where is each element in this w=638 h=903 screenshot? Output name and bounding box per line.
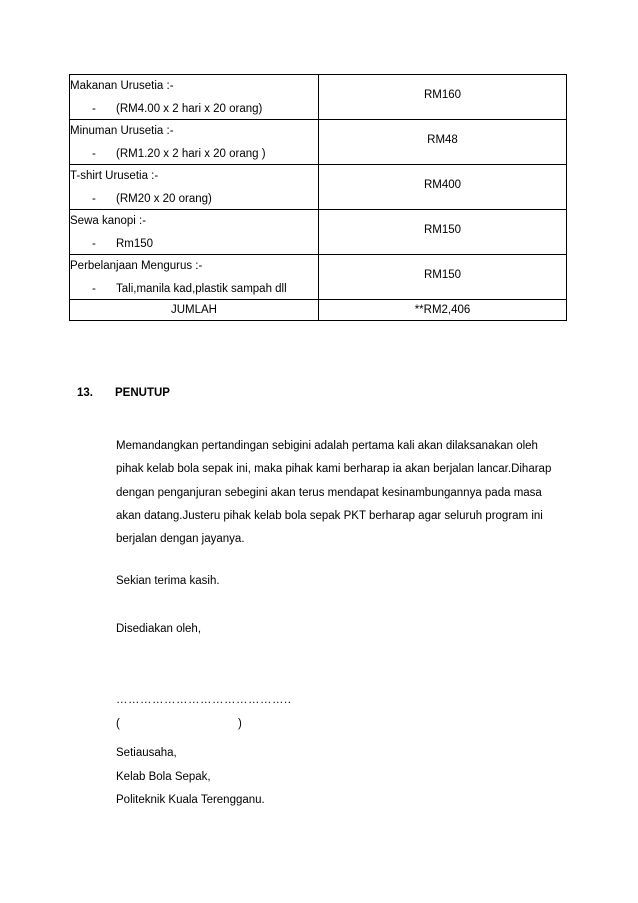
signatory-institution: Politeknik Kuala Terengganu. <box>116 794 265 806</box>
item-cell <box>70 210 319 255</box>
total-row <box>70 300 567 321</box>
signature-line: …………………………………….. <box>116 694 292 706</box>
item-detail-text: (RM1.20 x 2 hari x 20 orang ) <box>116 147 266 160</box>
closing-remark: Sekian terima kasih. <box>116 575 220 587</box>
table-row <box>70 120 567 165</box>
name-paren-close: ) <box>238 718 242 730</box>
item-title: Sewa kanopi :- <box>70 214 147 227</box>
section-title: PENUTUP <box>115 387 170 399</box>
table-row <box>70 255 567 300</box>
item-title: Perbelanjaan Mengurus :- <box>70 259 203 272</box>
closing-paragraph <box>116 435 576 551</box>
item-detail-text: (RM4.00 x 2 hari x 20 orang) <box>116 102 263 115</box>
signatory-title: Setiausaha, <box>116 747 177 759</box>
section-number: 13. <box>77 387 93 399</box>
paragraph-line: akan datang.Justeru pihak kelab bola sepak PKT berharap agar seluruh program ini <box>116 509 543 522</box>
item-dash: - <box>92 147 96 160</box>
table-row <box>70 75 567 120</box>
item-detail-text: (RM20 x 20 orang) <box>116 192 212 205</box>
item-detail-text: Tali,manila kad,plastik sampah dll <box>116 282 287 295</box>
item-title: Makanan Urusetia :- <box>70 79 174 92</box>
name-paren-open: ( <box>116 718 120 730</box>
amount-value: RM400 <box>423 179 462 191</box>
amount-cell <box>319 210 567 255</box>
amount-cell <box>319 255 567 300</box>
paragraph-line: Memandangkan pertandingan sebigini adalah pertama kali akan dilaksanakan oleh <box>116 440 538 452</box>
amount-cell <box>319 120 567 165</box>
table-row <box>70 210 567 255</box>
paragraph-line: dengan penganjuran sebegini akan terus mendapat kesinambungannya pada masa <box>116 486 542 499</box>
amount-value: RM48 <box>427 134 458 146</box>
item-dash: - <box>92 282 96 295</box>
item-detail <box>70 101 318 117</box>
item-cell <box>70 255 319 300</box>
section-heading <box>77 387 170 399</box>
amount-value: RM150 <box>423 224 462 236</box>
item-detail <box>70 236 318 252</box>
paragraph-line: berjalan dengan jayanya. <box>116 533 245 546</box>
amount-cell <box>319 165 567 210</box>
amount-cell <box>319 75 567 120</box>
item-cell <box>70 120 319 165</box>
total-amount: **RM2,406 <box>319 300 567 321</box>
item-cell <box>70 75 319 120</box>
budget-table-body <box>70 75 567 321</box>
table-row <box>70 165 567 210</box>
item-dash: - <box>92 237 96 250</box>
signatory-club: Kelab Bola Sepak, <box>116 770 211 783</box>
total-label: JUMLAH <box>70 300 319 321</box>
item-title: Minuman Urusetia :- <box>70 124 174 137</box>
item-detail <box>70 146 318 162</box>
item-dash: - <box>92 102 96 115</box>
prepared-by: Disediakan oleh, <box>116 623 202 635</box>
budget-table <box>69 74 567 321</box>
item-detail <box>70 191 318 207</box>
amount-value: RM160 <box>423 89 462 101</box>
item-title: T-shirt Urusetia :- <box>70 169 159 182</box>
item-cell <box>70 165 319 210</box>
item-dash: - <box>92 192 96 205</box>
item-detail-text: Rm150 <box>116 237 154 250</box>
item-detail <box>70 281 318 297</box>
amount-value: RM150 <box>423 269 462 281</box>
paragraph-line: pihak kelab bola sepak ini, maka pihak kami berharap ia akan berjalan lancar.Diharap <box>116 463 552 476</box>
signatory-block <box>116 742 265 813</box>
